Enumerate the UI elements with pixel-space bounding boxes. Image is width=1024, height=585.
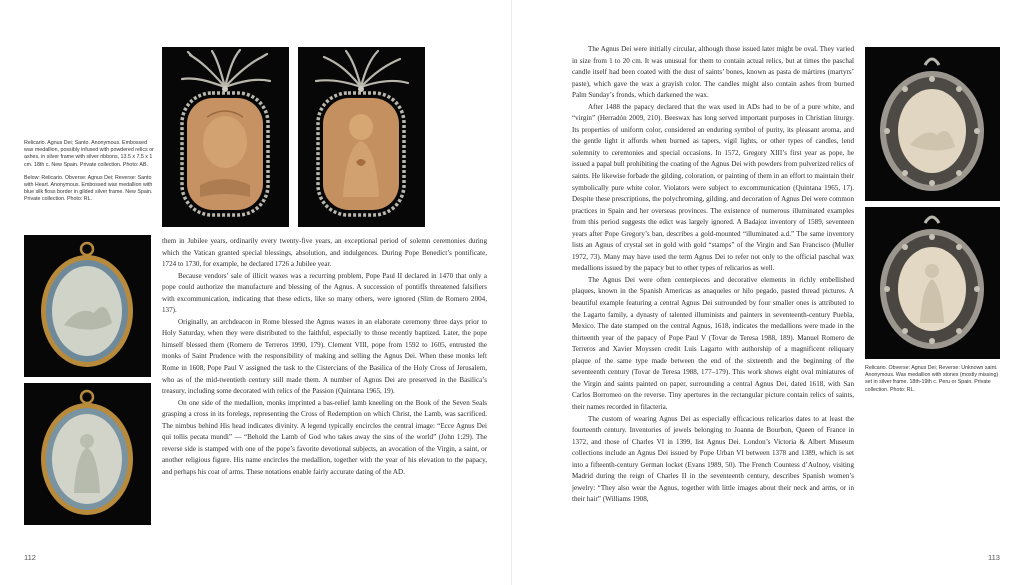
reliquary-photo-ribbons-front: [162, 47, 289, 227]
left-paragraph-3: Originally, an archdeacon in Rome blessed the Agnus waxes in an elaborate ceremony three days prior to Holy Saturday, when they were distributed to the faithful, especially to those recently baptized. Later, the pope himself blessed them (Romero de Terreros 1990, 179). Clement VIII, pope from 1592 to 1605, entrusted the monks of Saint Prudence with the responsibility of making and selling the Agnus Dei. When these monks left Rome in 1608, Pope Paul V assigned the task to the Cistercians of the Basilica of the Holy Cross of Jerusalem, who as of the mid-twentieth century still made them. A number of Agnus Dei are preserved in the Basilica’s treasury, including some decorated with relics of the Passion (Quintana 1965, 19).: [162, 317, 487, 396]
agnus-dei-medallion-obverse-photo: [24, 235, 151, 377]
left-paragraph-1: them in Jubilee years, ordinarily every twenty-five years, an exceptional period of solemn ceremonies during which the Vatican granted special blessings, absolution, and indulgences. During Pope Benedict’s pontificate, 1724 to 1730, for example, he declared 1726 a Jubilee year.: [162, 237, 487, 269]
relicario-photo-reverse: [865, 207, 1000, 359]
right-paragraph-4: The custom of wearing Agnus Dei as especially efficacious relicarios dates to at least the fourteenth century. Inventories of jewels belonging to Joanna de Bourbon, Queen of France in 1372, and those of Charles VI in 1399, list Agnus Dei. London’s Victoria & Albert Museum collections include an Agnus Dei issued by Pope Urban VI between 1378 and 1389, which is set into a fifteenth-century German locket (Evans 1989, 50). The French Countess d’Aulnoy, visiting Madrid during the reign of Charles II in the seventeenth century, describes Spanish women’s jewelry: “They also wear the Agnus, together with little images about their neck and arms, or in their hair” (Williams 1908,: [572, 414, 854, 504]
page-number-left: 112: [24, 553, 36, 562]
left-page-body-text: [162, 236, 487, 478]
caption-right-photos: Relicario. Obverse: Agnus Dei; Reverse: Unknown saint. Anonymous. Wax medallion with stones (mostly missing) set in silver frame. 18th-19th c. Peru or Spain. Private collection. Photo: RL.: [865, 365, 999, 393]
right-paragraph-3: The Agnus Dei were often centerpieces and decorative elements in richly embellished plaques, known in the Spanish Americas as anaqueles or hilo pegado, pasted thread pictures. A beautiful example featuring a central Agnus Dei surrounded by four smaller ones is attributed to the Lagarto family, a dynasty of talented illuminists and painters in seventeenth-century Puebla, Mexico. The date stamped on the central Agnus, 1618, indicates the medallions were made in the thirteenth year of the papacy of Pope Paul V (Tovar de Teresa 1988, 189). Manuel Romero de Terreros and Xavier Moyssen credit Luis Lagarto with authorship of a magnificent reliquary plaque of the same type made between the end of the sixteenth and the beginning of the seventeenth century (Tovar de Teresa 1988, 177–179). This work shows eight oval miniatures of the Virgin and saints painted on paper, surrounding a central Agnus Dei, dated 1618, with San Carlos Borromeo on the reverse. Tiny apertures in the rectangular picture contain relics of saints, their names recorded in filacteria.: [572, 275, 854, 411]
caption-left-photos: [24, 140, 156, 210]
left-paragraph-2: Because vendors’ sale of illicit waxes was a recurring problem, Pope Paul II declared in 1470 that only a pope could authorize the manufacture and blessing of the Agnus. A succession of pontiffs threatened falsifiers with excommunication, indicating that these edicts, like so many others, were ignored (Slim de Romero 2004, 137).: [162, 271, 487, 315]
right-page-body-text: [572, 44, 854, 506]
caption-top-photos: Relicario. Agnus Dei; Santo. Anonymous. Embossed wax medallion, possibly infused with powdered relics or ashes, in silver frame with silver ribbons, 13.5 x 7.5 x 1 cm. 18th c. New Spain. Private collection. Photo: AB.: [24, 140, 154, 168]
page-number-right: 113: [988, 553, 1000, 562]
right-paragraph-2: After 1488 the papacy declared that the wax used in ADs had to be of a pure white, and “virgin” (Herradón 2009, 210). Beeswax has long served important purposes in Christian liturgy. Its properties of uniform color, considered an enduring symbol of purity, its pleasant aroma, and the gentle light it affords when burned as tapers, vigil lights, or other types of candles, lend solemnity to ceremonies and special occasions. In 1572, Gregory XIII’s first year as pope, he issued a papal bull prohibiting the coating of the Agnus Dei with powders from pulverized relics of saints. He likewise forbade the gilding, coloration, or painting of them in an effort to maintain their symbolically pure white color. Violators were subject to excommunication (Quintana 1965, 17). Despite these prescriptions, the polychroming, gilding, and decoration of Agnus Dei were common practices in Spain and her overseas provinces. The existence of numerous illuminated examples from this period suggests the edict was largely ignored. A Badajoz inventory of 1589, seventeen years after Pope Gregory’s ban, describes a gold-mounted “illuminated a.d.” The same inventory lists an Agnus of crystal set in gold with gold “stamps” of the Virgin and San Francisco (Muller 1972, 73). Many may have used the term Agnus Dei to refer not only to the official paschal wax medallions issued by the papacy but to other types of relicarios as well.: [572, 102, 854, 273]
right-paragraph-1: The Agnus Dei were initially circular, although those issued later might be oval. They varied in size from 1 to 20 cm. It was unusual for them to contain actual relics, but at times the paschal candle itself had been coated with the dust of saints’ bones, known as pasta de mártires (martyrs’ paste), which gave the wax a grayish color. The candles might also contain ashes from burned Palm Sunday’s fronds, which darkened the wax.: [572, 45, 854, 100]
gutter-divider: [511, 0, 512, 585]
reliquary-photo-ribbons-back: [298, 47, 425, 227]
relicario-photo-obverse: [865, 47, 1000, 201]
left-paragraph-4: On one side of the medallion, monks imprinted a bas-relief lamb kneeling on the Book of the Seven Seals grasping a cross in its forelegs, representing the Cross of Redemption on which Christ, the Lamb, was sacrificed. The nimbus behind His head indicates divinity. A legend typically encircles the central image: “Ecce Agnus Dei qui tollis pecata mundi” — “Behold the Lamb of God who takes away the sins of the world” (John 1:29). The reverse side is stamped with one of the pope’s favorite devotional subjects, an avocation of the Virgin, a saint, or another religious figure. His name encircles the medallion, together with the year of his elevation to the papacy, and perhaps his coat of arms. These notations enable fairly accurate dating of the AD.: [162, 398, 487, 476]
caption-bottom-photos: Below: Relicario. Obverse: Agnus Dei; Reverse: Santo with Heart. Anonymous. Embossed wax medallion with blue silk floss border in gilded silver frame. New Spain. Private collection. Photo: RL.: [24, 174, 153, 203]
agnus-dei-medallion-reverse-photo: [24, 383, 151, 525]
